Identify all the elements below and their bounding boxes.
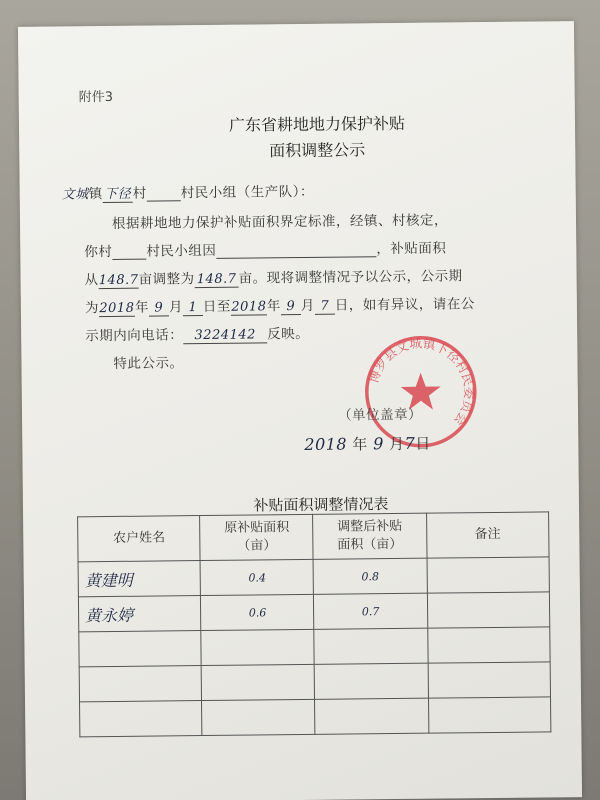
signature-month-char: 月 (389, 434, 405, 454)
header-original-area (200, 514, 313, 560)
end-year: 2018 (231, 299, 267, 315)
cell-note (428, 697, 551, 733)
addressee-town-suffix: 镇 (88, 186, 103, 203)
signature-year: 2018 (304, 434, 348, 454)
stamp-text: 博罗县文城镇下径村民委员会 (365, 335, 477, 429)
header-farmer-name (78, 516, 201, 562)
addressee-group-blank (147, 186, 181, 201)
original-area: 148.7 (98, 272, 139, 289)
cell-adjusted: 0.8 (314, 558, 427, 594)
cell-original (202, 664, 315, 700)
table-row (79, 662, 550, 702)
addressee-town: 文城 (61, 187, 89, 203)
body-line3-a: 从 (84, 272, 99, 289)
cell-adjusted (314, 628, 427, 664)
cell-note (427, 557, 550, 593)
reason-blank (216, 242, 376, 259)
body-line5-a: 示期内向电话： (85, 327, 184, 345)
notice-paper (18, 21, 582, 800)
header-note-text: 备注 (474, 526, 501, 543)
signature-date (304, 433, 431, 455)
body-line-3 (84, 264, 462, 289)
signature-year-char: 年 (352, 435, 368, 454)
cell-original (202, 699, 315, 735)
header-note (426, 512, 549, 558)
header-adjusted-area (313, 513, 426, 559)
body-line2-a: 你村 (84, 243, 113, 261)
body-line3-c: 亩。现将调整情况予以公示，公示期 (238, 268, 463, 287)
body-line2-c: ，补贴面积 (376, 240, 447, 258)
new-area: 148.7 (195, 273, 239, 288)
body-line-2 (84, 236, 446, 260)
body-line-5 (85, 322, 309, 345)
body-line4-a: 为 (84, 300, 99, 317)
signature-month: 9 (373, 434, 384, 454)
table-header-row (78, 512, 549, 562)
cell-note (428, 662, 551, 698)
village-blank (112, 245, 146, 260)
header-adjusted-area-line1: 调整后补贴 (337, 518, 403, 535)
body-line-4 (85, 292, 475, 317)
body-line5-b: 反映。 (267, 325, 310, 343)
cell-name: 黄永婷 (78, 596, 201, 632)
signature-day-char: 日 (415, 434, 431, 453)
body-line-1: 根据耕地地力保护补贴面积界定标准，经镇、村核定， (111, 212, 449, 232)
header-adjusted-area-line2: 面积（亩） (337, 536, 403, 553)
table-row (78, 557, 549, 597)
cell-adjusted (315, 698, 428, 734)
adjustment-table (77, 511, 551, 737)
body-line4-e: 日，如有异议，请在公 (334, 296, 475, 314)
phone-number: 3224142 (183, 328, 267, 344)
start-month: 9 (149, 301, 169, 316)
cell-note (427, 627, 550, 663)
year-label-1: 年 (134, 299, 149, 316)
signature-day: 7 (404, 433, 416, 453)
attachment-label: 附件3 (78, 89, 114, 106)
cell-original: 0.4 (201, 559, 314, 595)
month-label-2: 月 (300, 297, 315, 314)
cell-name: 黄建明 (78, 561, 201, 597)
title-line-1: 广东省耕地地力保护补贴 (228, 113, 406, 135)
cell-note (427, 592, 550, 628)
cell-adjusted (315, 663, 428, 699)
table-title: 补贴面积调整情况表 (253, 495, 389, 515)
cell-original (201, 629, 314, 665)
cell-name (79, 666, 202, 702)
cell-name (80, 701, 203, 737)
table-row (79, 627, 550, 667)
addressee-village: 下径 (104, 186, 132, 203)
addressee-rest: 村民小组（生产队）： (180, 183, 315, 202)
body-line-6: 特此公示。 (113, 355, 184, 372)
end-month: 9 (281, 300, 301, 315)
cell-name (79, 631, 202, 667)
start-day: 1 (183, 301, 203, 316)
header-original-area-line2: （亩） (237, 538, 277, 554)
body-line3-b: 亩调整为 (138, 271, 195, 288)
table-row (80, 697, 551, 737)
body-line2-b: 村民小组因 (146, 242, 217, 260)
cell-original: 0.6 (201, 594, 314, 630)
month-label-1: 月 (168, 299, 183, 316)
cell-adjusted: 0.7 (314, 593, 427, 629)
header-original-area-line1: 原补贴面积 (224, 520, 290, 536)
addressee-line (62, 180, 314, 204)
addressee-village-suffix: 村 (132, 185, 147, 202)
body-line4-d: 日至 (202, 298, 231, 316)
header-farmer-name-text: 农户姓名 (112, 530, 166, 546)
year-label-2: 年 (266, 298, 281, 315)
unit-stamp-label: （单位盖章） (337, 406, 423, 424)
table-row (78, 592, 549, 632)
end-day: 7 (315, 300, 335, 315)
title-line-2: 面积调整公示 (269, 140, 366, 161)
start-year: 2018 (99, 300, 135, 317)
